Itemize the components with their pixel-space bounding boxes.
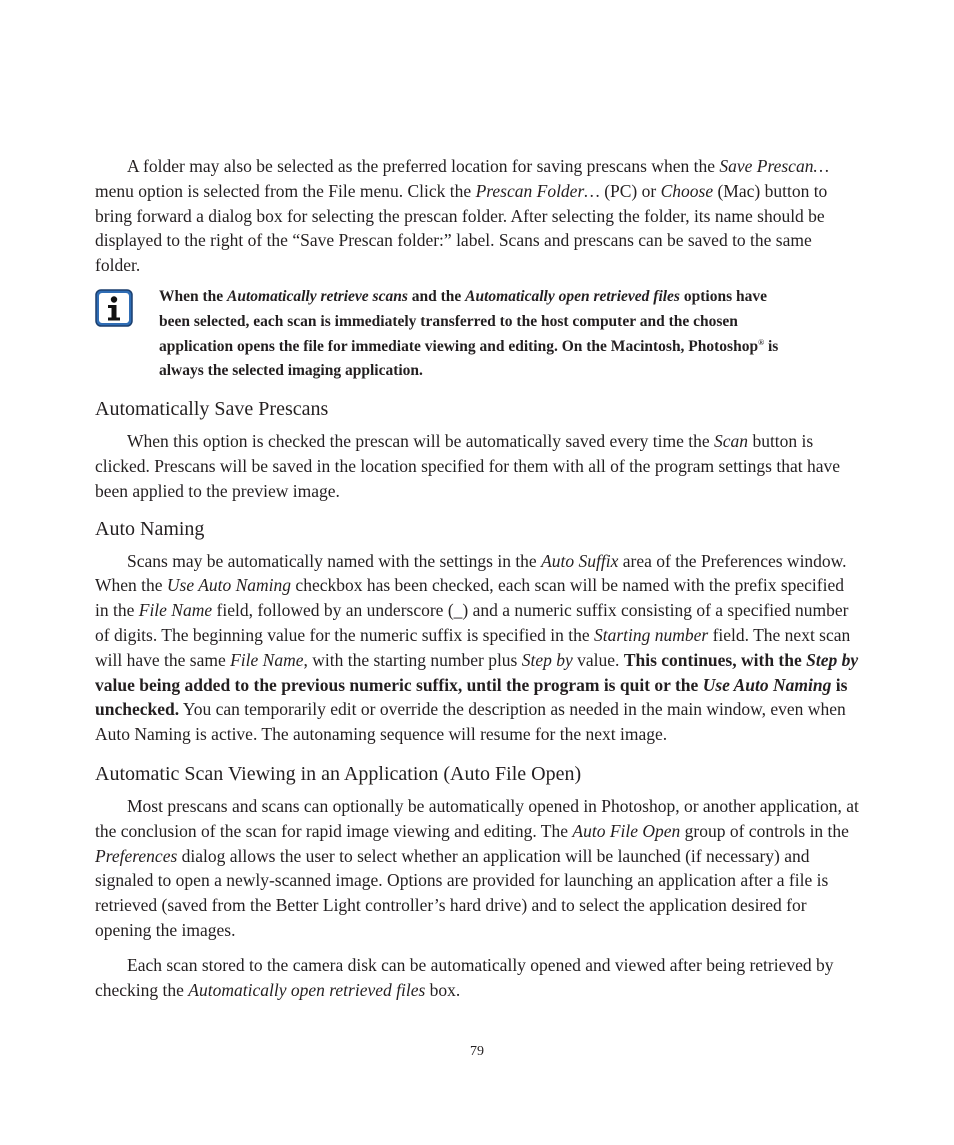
text: (PC) or <box>599 180 661 201</box>
info-note <box>95 285 799 384</box>
info-icon <box>95 289 133 327</box>
text: group of controls in the <box>680 820 849 841</box>
term-file-name: File Name <box>230 649 304 670</box>
option-name-auto-retrieve: Automatically retrieve scans <box>227 287 408 305</box>
text: When this option is checked the prescan will be automatically saved every time the <box>127 431 715 452</box>
button-name-choose: Choose <box>660 180 714 201</box>
text: is unchecked. <box>95 674 848 720</box>
term-auto-file-open: Auto File Open <box>572 820 681 841</box>
text: is always the selected imaging application. <box>159 337 779 380</box>
page-number: 79 <box>470 1044 484 1059</box>
text: box. <box>425 979 461 1000</box>
auto-file-open-paragraph-1 <box>95 794 860 943</box>
text: You can temporarily edit or override the description as needed in the main window, even when Auto Naming is active. The autonaming sequence will resume for the next image. <box>95 699 846 745</box>
text: This continues, with the <box>623 649 807 670</box>
page-body <box>95 154 860 1002</box>
term-step-by: Step by <box>521 649 573 670</box>
term-use-auto-naming: Use Auto Naming <box>166 575 292 596</box>
text: options have been selected, each scan is immediately transferred to the host computer and the chosen application opens the file for immediate viewing and editing. On the Macintosh, Photoshop <box>159 287 767 355</box>
text: value being added to the previous numeric suffix, until the program is quit or the <box>95 674 703 695</box>
registered-mark: ® <box>758 337 765 347</box>
button-name-prescan-folder: Prescan Folder… <box>475 180 600 201</box>
term-step-by: Step by <box>806 649 859 670</box>
text: When the <box>159 287 228 305</box>
button-name-scan: Scan <box>714 431 749 452</box>
text: Most prescans and scans can optionally be automatically opened in Photoshop, or another application, at the conclusion of the scan for rapid image viewing and editing. The <box>95 795 859 841</box>
text: field. The next scan will have the same <box>95 624 851 670</box>
text: menu option is selected from the File menu. Click the <box>95 180 476 201</box>
term-auto-open-files: Automatically open retrieved files <box>188 979 426 1000</box>
heading-auto-file-open: Automatic Scan Viewing in an Application (Auto File Open) <box>95 762 582 785</box>
intro-paragraph <box>95 154 860 278</box>
auto-save-paragraph <box>95 429 860 503</box>
text: dialog allows the user to select whether an application will be launched (if necessary) and signaled to open a newly-scanned image. Options are provided for launching an application after a file is retrieved (saved from the Better Light controller’s hard drive) and to select the application desired for opening the images. <box>95 845 829 940</box>
heading-auto-naming: Auto Naming <box>95 517 205 540</box>
text: checkbox has been checked, each scan will be named with the prefix specified in the <box>95 575 845 621</box>
text: Scans may be automatically named with the settings in the <box>127 550 542 571</box>
text: area of the Preferences window. When the <box>95 550 847 596</box>
term-preferences: Preferences <box>95 845 178 866</box>
term-file-name: File Name <box>138 600 213 621</box>
term-auto-suffix: Auto Suffix <box>541 550 619 571</box>
menu-option-save-prescan: Save Prescan… <box>719 156 830 176</box>
info-note-text <box>159 285 799 384</box>
text: and the <box>407 287 466 305</box>
heading-auto-save-prescans: Automatically Save Prescans <box>95 398 329 421</box>
text: Each scan stored to the camera disk can be automatically opened and viewed after being retrieved by checking the <box>95 954 834 1000</box>
term-use-auto-naming: Use Auto Naming <box>702 674 832 695</box>
text: A folder may also be selected as the preferred location for saving prescans when the <box>127 156 720 176</box>
text: button is clicked. Prescans will be saved in the location specified for them with all of the program settings that have been applied to the preview image. <box>95 431 840 501</box>
auto-naming-paragraph <box>95 549 860 747</box>
text: value. <box>572 649 624 670</box>
text: field, followed by an underscore (_) and a numeric suffix consisting of a specified number of digits. The beginning value for the numeric suffix is specified in the <box>95 600 849 645</box>
term-starting-number: Starting number <box>593 624 709 645</box>
option-name-auto-open: Automatically open retrieved files <box>465 287 680 305</box>
auto-file-open-paragraph-2 <box>95 953 860 1003</box>
text: , with the starting number plus <box>303 649 522 670</box>
text: (Mac) button to bring forward a dialog box for selecting the prescan folder. After selecting the folder, its name should be displayed to the right of the “Save Prescan folder:” label. Scans and prescans can be saved to the same folder. <box>95 180 828 276</box>
